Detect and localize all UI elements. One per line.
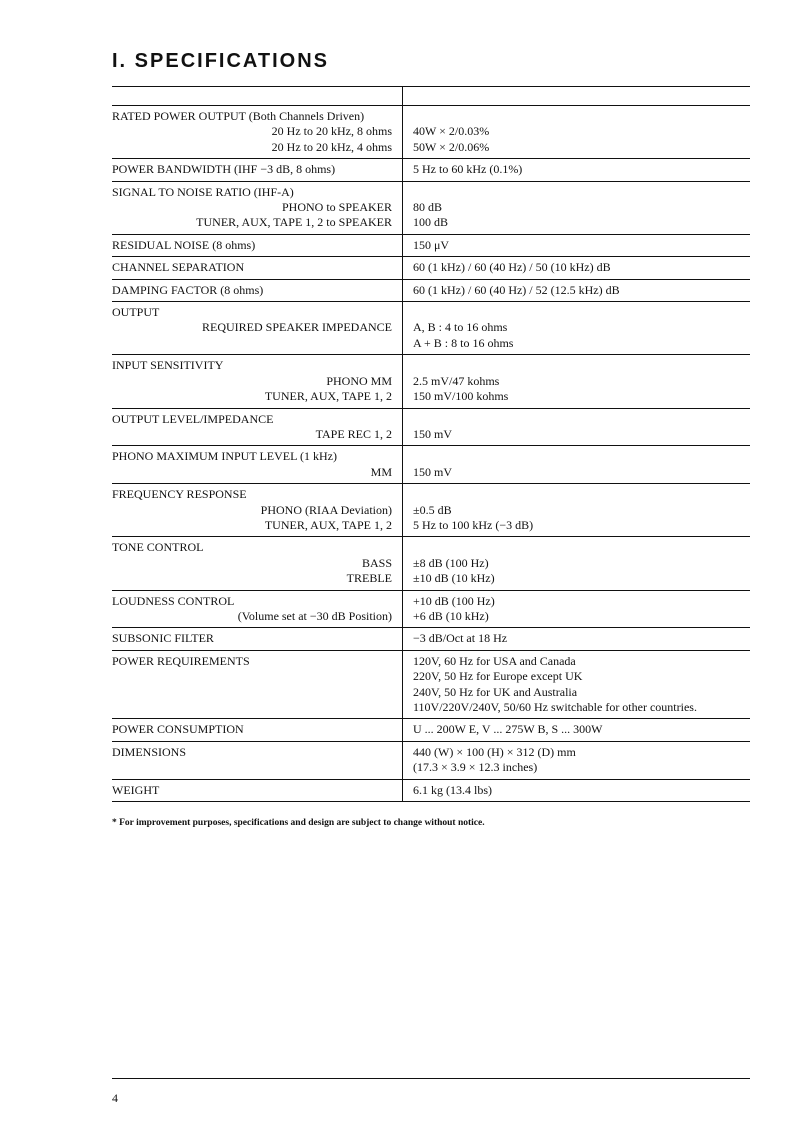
spec-value-cell xyxy=(403,355,750,407)
spec-row xyxy=(112,627,750,649)
spec-label: CHANNEL SEPARATION xyxy=(112,260,245,275)
spec-value-cell xyxy=(403,651,750,719)
spec-value: 240V, 50 Hz for UK and Australia xyxy=(413,684,578,699)
spec-label: PHONO MAXIMUM INPUT LEVEL (1 kHz) xyxy=(112,449,337,464)
spec-value-cell xyxy=(403,484,750,536)
spec-sublabel: REQUIRED SPEAKER IMPEDANCE xyxy=(201,320,392,335)
spec-row xyxy=(112,779,750,801)
spec-label-cell xyxy=(112,106,403,158)
spec-value: 80 dB xyxy=(413,200,443,215)
page-title: I. SPECIFICATIONS xyxy=(112,50,329,72)
spec-value-cell xyxy=(403,235,750,256)
table-header-spacer xyxy=(112,87,403,105)
spec-label: LOUDNESS CONTROL xyxy=(112,593,235,608)
spec-sublabel: PHONO to SPEAKER xyxy=(281,200,392,215)
spec-row xyxy=(112,741,750,779)
spec-value-cell xyxy=(403,182,750,234)
spec-sublabel: TAPE REC 1, 2 xyxy=(315,426,392,441)
spec-label: RATED POWER OUTPUT (Both Channels Driven) xyxy=(112,109,365,123)
spec-label-cell xyxy=(112,651,403,719)
disclaimer-note: * For improvement purposes, specifications and design are subject to change without notice. xyxy=(112,818,485,828)
spec-value: 150 mV xyxy=(413,464,452,479)
spec-value: 5 Hz to 100 kHz (−3 dB) xyxy=(413,517,534,532)
spec-label-cell xyxy=(112,182,403,234)
spec-value: 440 (W) × 100 (H) × 312 (D) mm xyxy=(413,744,576,759)
spec-value: 60 (1 kHz) / 60 (40 Hz) / 50 (10 kHz) dB xyxy=(413,260,611,275)
spec-sublabel: TUNER, AUX, TAPE 1, 2 to SPEAKER xyxy=(196,215,392,230)
spec-value: +10 dB (100 Hz) xyxy=(413,593,495,608)
spec-row xyxy=(112,650,750,719)
spec-value xyxy=(413,449,750,464)
spec-label-cell xyxy=(112,780,403,801)
spec-value xyxy=(413,109,750,124)
spec-label: INPUT SENSITIVITY xyxy=(112,358,224,373)
spec-label-cell xyxy=(112,355,403,407)
spec-row xyxy=(112,158,750,180)
specifications-table xyxy=(112,86,750,802)
spec-value: (17.3 × 3.9 × 12.3 inches) xyxy=(413,760,538,775)
spec-sublabel: TUNER, AUX, TAPE 1, 2 xyxy=(264,517,392,532)
spec-value-cell xyxy=(403,719,750,740)
spec-value: +6 dB (10 kHz) xyxy=(413,608,489,623)
spec-label: POWER CONSUMPTION xyxy=(112,722,244,737)
spec-value-cell xyxy=(403,780,750,801)
spec-value-cell xyxy=(403,537,750,589)
spec-row xyxy=(112,483,750,536)
spec-value: 50W × 2/0.06% xyxy=(413,139,490,154)
spec-value-cell xyxy=(403,446,750,483)
spec-label: TONE CONTROL xyxy=(112,540,204,555)
spec-value: ±0.5 dB xyxy=(413,502,452,517)
table-bottom-rule xyxy=(112,801,750,802)
spec-label: DAMPING FACTOR (8 ohms) xyxy=(112,282,264,297)
spec-sublabel: TUNER, AUX, TAPE 1, 2 xyxy=(264,389,392,404)
spec-label: POWER REQUIREMENTS xyxy=(112,653,250,668)
spec-value xyxy=(413,185,750,200)
spec-value xyxy=(413,305,750,320)
spec-sublabel: (Volume set at −30 dB Position) xyxy=(237,608,392,623)
spec-value: 220V, 50 Hz for Europe except UK xyxy=(413,669,583,684)
spec-value: 110V/220V/240V, 50/60 Hz switchable for other countries. xyxy=(413,700,697,714)
spec-value: 5 Hz to 60 kHz (0.1%) xyxy=(413,162,523,177)
spec-sublabel: BASS xyxy=(361,555,392,570)
spec-value-cell xyxy=(403,591,750,628)
spec-label-cell xyxy=(112,280,403,301)
spec-rows xyxy=(112,105,750,801)
spec-value: 100 dB xyxy=(413,215,449,230)
spec-value: 120V, 60 Hz for USA and Canada xyxy=(413,653,576,668)
spec-label-cell xyxy=(112,302,403,354)
spec-label-cell xyxy=(112,409,403,446)
spec-label-cell xyxy=(112,235,403,256)
spec-label-cell xyxy=(112,159,403,180)
spec-value: 2.5 mV/47 kohms xyxy=(413,373,500,388)
spec-row xyxy=(112,234,750,256)
spec-sublabel: MM xyxy=(370,464,392,479)
spec-value: 150 μV xyxy=(413,237,450,252)
spec-label: WEIGHT xyxy=(112,782,160,797)
spec-sublabel xyxy=(112,336,392,351)
spec-label-cell xyxy=(112,742,403,779)
spec-value: 150 mV xyxy=(413,426,452,441)
spec-value-cell xyxy=(403,257,750,278)
spec-value: 40W × 2/0.03% xyxy=(413,124,490,139)
spec-row xyxy=(112,590,750,628)
spec-value: ±10 dB (10 kHz) xyxy=(413,571,495,586)
spec-label: SIGNAL TO NOISE RATIO (IHF-A) xyxy=(112,184,294,199)
spec-row xyxy=(112,718,750,740)
footer-rule xyxy=(112,1078,750,1079)
spec-row xyxy=(112,105,750,158)
spec-label: POWER BANDWIDTH (IHF −3 dB, 8 ohms) xyxy=(112,162,336,177)
spec-row xyxy=(112,279,750,301)
spec-row xyxy=(112,181,750,234)
page-number: 4 xyxy=(112,1091,118,1105)
spec-sublabel: TREBLE xyxy=(346,571,392,586)
spec-label-cell xyxy=(112,719,403,740)
spec-label-cell xyxy=(112,628,403,649)
spec-row xyxy=(112,445,750,483)
spec-value xyxy=(413,487,750,502)
spec-label: SUBSONIC FILTER xyxy=(112,631,214,646)
spec-value-cell xyxy=(403,742,750,779)
spec-label: OUTPUT xyxy=(112,305,160,320)
spec-label-cell xyxy=(112,537,403,589)
spec-value-cell xyxy=(403,280,750,301)
spec-value: A, B : 4 to 16 ohms xyxy=(413,320,508,335)
spec-row xyxy=(112,301,750,354)
spec-value-cell xyxy=(403,159,750,180)
spec-value: U ... 200W E, V ... 275W B, S ... 300W xyxy=(413,722,603,737)
spec-label: DIMENSIONS xyxy=(112,744,187,759)
spec-sublabel: 20 Hz to 20 kHz, 8 ohms xyxy=(271,124,392,139)
spec-label: RESIDUAL NOISE (8 ohms) xyxy=(112,237,256,252)
spec-row xyxy=(112,408,750,446)
spec-label: OUTPUT LEVEL/IMPEDANCE xyxy=(112,411,274,426)
spec-value-cell xyxy=(403,628,750,649)
spec-value-cell xyxy=(403,409,750,446)
spec-value xyxy=(413,412,750,427)
spec-label-cell xyxy=(112,484,403,536)
spec-value xyxy=(413,358,750,373)
spec-value: 150 mV/100 kohms xyxy=(413,389,509,404)
spec-label: FREQUENCY RESPONSE xyxy=(112,487,247,502)
spec-value: 60 (1 kHz) / 60 (40 Hz) / 52 (12.5 kHz) dB xyxy=(413,282,620,297)
spec-label-cell xyxy=(112,446,403,483)
spec-label-cell xyxy=(112,257,403,278)
spec-value: ±8 dB (100 Hz) xyxy=(413,555,489,570)
spec-row xyxy=(112,256,750,278)
spec-value-cell xyxy=(403,302,750,354)
spec-sublabel: 20 Hz to 20 kHz, 4 ohms xyxy=(271,139,392,154)
spec-value: −3 dB/Oct at 18 Hz xyxy=(413,631,508,646)
spec-value-cell xyxy=(403,106,750,158)
spec-row xyxy=(112,354,750,407)
spec-value xyxy=(413,540,750,555)
spec-value: A + B : 8 to 16 ohms xyxy=(413,335,514,350)
spec-row xyxy=(112,536,750,589)
spec-label-cell xyxy=(112,591,403,628)
spec-sublabel: PHONO MM xyxy=(326,373,392,388)
spec-value: 6.1 kg (13.4 lbs) xyxy=(413,782,492,797)
spec-sublabel: PHONO (RIAA Deviation) xyxy=(260,502,392,517)
